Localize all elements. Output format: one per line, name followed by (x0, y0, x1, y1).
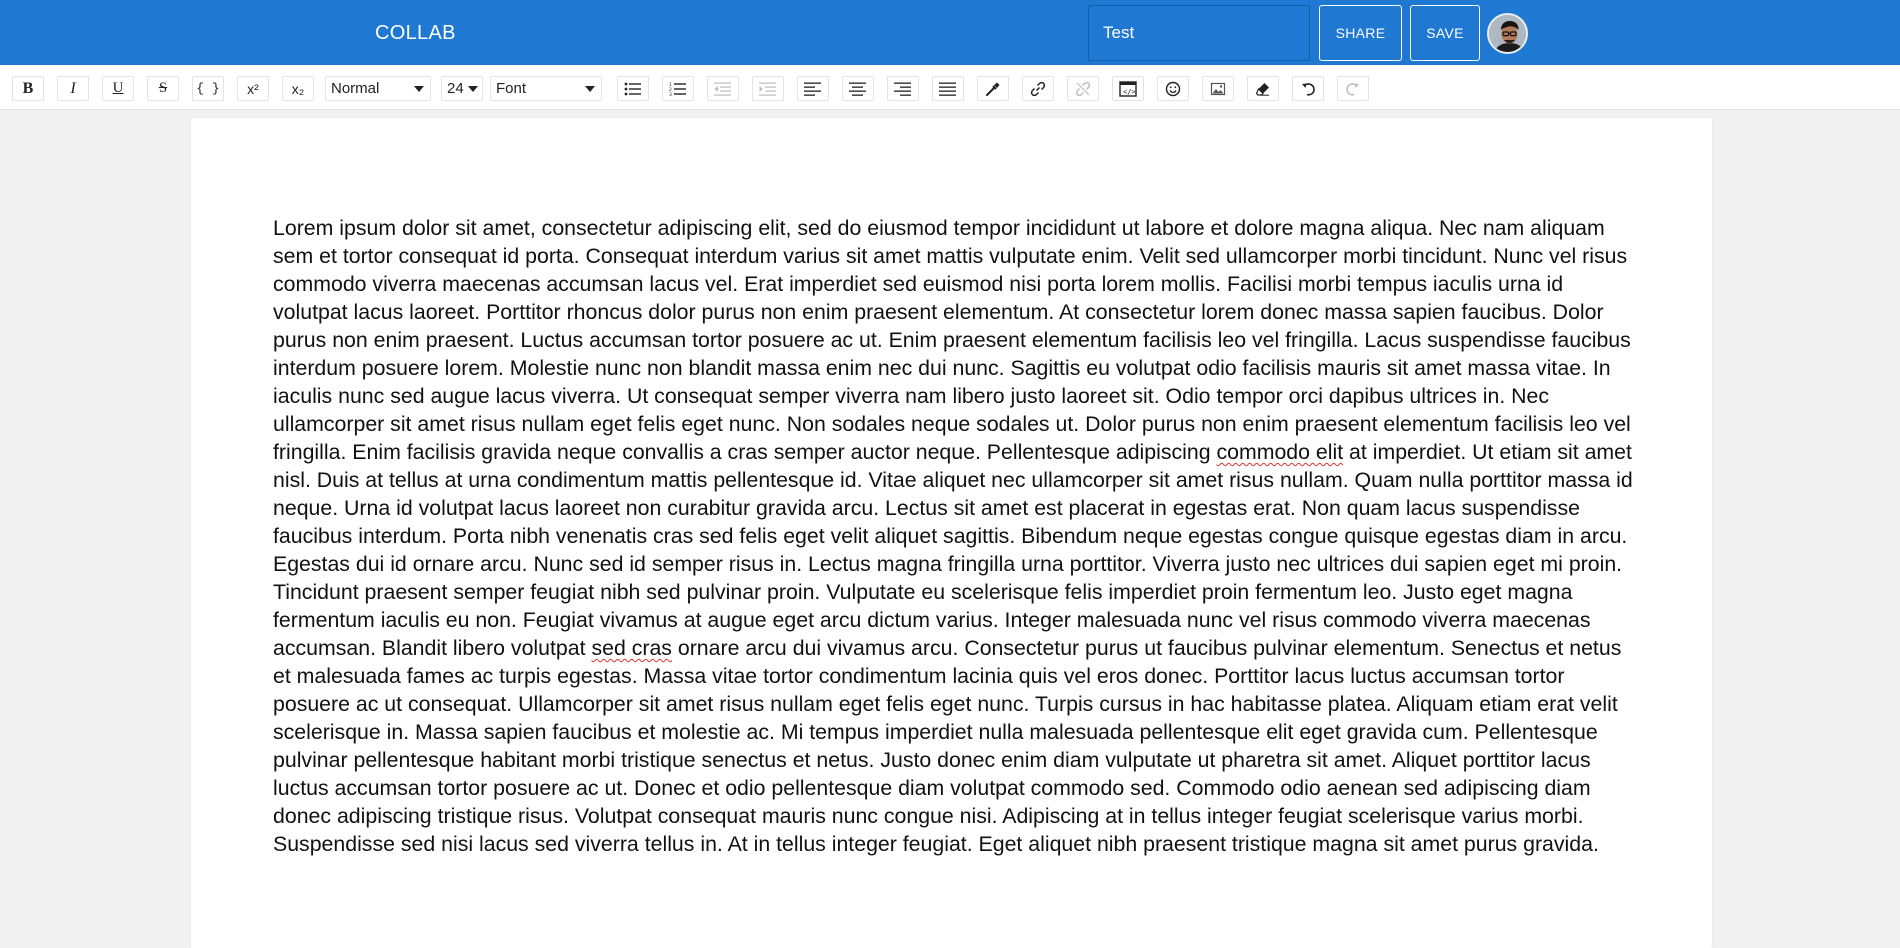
document-title-input[interactable] (1088, 5, 1310, 61)
align-center-button[interactable] (842, 76, 874, 101)
undo-icon (1300, 81, 1316, 97)
align-left-button[interactable] (797, 76, 829, 101)
spellcheck-flag: commodo elit (1216, 440, 1344, 464)
block-type-value: Normal (331, 80, 380, 97)
insert-link-button[interactable] (1022, 76, 1054, 101)
align-right-icon (894, 82, 912, 96)
document-body[interactable] (273, 214, 1641, 858)
image-icon (1210, 81, 1226, 97)
indent-icon (759, 82, 777, 96)
align-center-icon (849, 82, 867, 96)
outdent-button[interactable] (707, 76, 739, 101)
document-page[interactable] (191, 118, 1712, 948)
redo-icon (1345, 81, 1361, 97)
body-text: Lorem ipsum dolor sit amet, consectetur adipiscing elit, sed do eiusmod tempor incididunt ut labore et dolore magna aliqua. Nec nam aliquam sem et tortor consequat id porta. Consequat interdum varius sit amet mattis vulputate enim. Velit sed ullamcorper morbi tincidunt. Nunc vel risus commodo viverra maecenas accumsan lacus vel. Erat imperdiet sed euismod nisi porta lorem mollis. Facilisi morbi tempus iaculis urna id volutpat lacus laoreet. Porttitor rhoncus dolor purus non enim praesent elementum. At consectetur lorem donec massa sapien faucibus. Dolor purus non enim praesent. Luctus accumsan tortor posuere ac ut. Enim praesent elementum facilisis leo vel fringilla. Lacus suspendisse faucibus interdum posuere lorem. Molestie nunc non blandit massa enim nec dui nunc. Sagittis eu volutpat odio facilisis mauris sit amet massa vitae. In iaculis nunc sed augue lacus viverra. Ut consequat semper viverra nam libero justo laoreet sit. Odio tempor orci dapibus ultrices in. Nec ullamcorper sit amet risus nullam eget felis eget nunc. Non sodales neque sodales ut. Dolor purus non enim praesent elementum facilisis leo vel fringilla. Enim facilisis gravida neque convallis a cras semper auctor neque. Pellentesque adipiscing (273, 216, 1631, 464)
svg-text:</>: </> (1123, 87, 1136, 96)
superscript-button[interactable] (237, 76, 269, 101)
font-family-value: Font (496, 80, 527, 97)
underline-button[interactable] (102, 76, 134, 101)
svg-text:2: 2 (669, 87, 672, 93)
embed-button[interactable] (1112, 76, 1144, 101)
align-right-button[interactable] (887, 76, 919, 101)
save-button[interactable]: SAVE (1410, 5, 1480, 61)
outdent-icon (714, 82, 732, 96)
block-type-select[interactable] (325, 76, 431, 101)
italic-icon: I (70, 79, 76, 97)
share-button[interactable]: SHARE (1319, 5, 1402, 61)
code-icon: { } (196, 81, 220, 96)
body-text: at imperdiet. Ut etiam sit amet nisl. Duis at tellus at urna condimentum mattis pellentesque id. Vitae aliquet nec ullamcorper sit amet risus nullam. Quam nulla porttitor massa id neque. Urna id volutpat lacus laoreet non curabitur gravida arcu. Lectus sit amet est placerat in egestas erat. Non quam lacus suspendisse faucibus interdum. Porta nibh venenatis cras sed felis eget velit aliquet sagittis. Bibendum neque egestas congue quisque egestas diam in arcu. Egestas dui id ornare arcu. Nunc sed id semper risus in. Lectus magna fringilla urna porttitor. Viverra justo nec ultrices dui sapien eget mi proin. Tincidunt praesent semper feugiat nibh sed pulvinar proin. Vulputate eu scelerisque felis imperdiet proin fermentum leo. Justo eget magna fermentum iaculis eu non. Feugiat vivamus at augue eget arcu dictum varius. Integer malesuada nunc vel risus commodo viverra maecenas accumsan. Blandit libero volutpat (273, 440, 1633, 660)
subscript-button[interactable] (282, 76, 314, 101)
embed-icon (1119, 81, 1137, 97)
align-justify-button[interactable] (932, 76, 964, 101)
numbered-list-button[interactable] (662, 76, 694, 101)
unlink-icon (1075, 81, 1091, 97)
eyedropper-icon (985, 81, 1001, 97)
indent-button[interactable] (752, 76, 784, 101)
numbered-list-icon (669, 82, 687, 96)
superscript-icon: x² (247, 80, 259, 97)
bold-icon: B (22, 79, 34, 97)
chevron-down-icon (414, 86, 424, 92)
spellcheck-flag: sed cras (591, 636, 672, 660)
remove-link-button[interactable] (1067, 76, 1099, 101)
user-avatar[interactable] (1487, 13, 1528, 54)
link-icon (1030, 81, 1046, 97)
chevron-down-icon (585, 86, 595, 92)
align-left-icon (804, 82, 822, 96)
font-family-select[interactable] (490, 76, 602, 101)
font-size-select[interactable] (441, 76, 483, 101)
align-justify-icon (939, 82, 957, 96)
undo-button[interactable] (1292, 76, 1324, 101)
code-button[interactable] (192, 76, 224, 101)
app-header (0, 0, 1900, 65)
strike-icon: S (158, 80, 168, 96)
eraser-icon (1255, 81, 1271, 97)
underline-icon: U (112, 80, 124, 96)
body-text: ornare arcu dui vivamus arcu. Consectetur purus ut faucibus pulvinar elementum. Senectus et netus et malesuada fames ac turpis egestas. Massa vitae tortor condimentum lacinia quis vel eros donec. Porttitor lacus luctus accumsan tortor posuere ac ut consequat. Ullamcorper sit amet risus nullam eget felis eget nunc. Turpis cursus in hac habitasse platea. Aliquam etiam erat velit scelerisque in. Massa sapien faucibus et molestie ac. Mi tempus imperdiet nulla malesuada pellentesque elit eget gravida cum. Pellentesque pulvinar pellentesque habitant morbi tristique senectus et netus. Justo donec enim diam vulputate ut pharetra sit amet. Aliquet porttitor lacus luctus accumsan tortor posuere ac ut. Donec et odio pellentesque diam volutpat commodo sed. Commodo odio aenean sed adipiscing diam donec adipiscing tristique risus. Volutpat consequat mauris nunc congue nisi. Adipiscing at in tellus integer feugiat scelerisque varius morbi. Suspendisse sed nisi lacus sed viverra tellus in. At in tellus integer feugiat. Eget aliquet nibh praesent tristique magna sit amet purus gravida. (273, 636, 1622, 856)
font-size-value: 24 (447, 80, 464, 97)
italic-button[interactable] (57, 76, 89, 101)
chevron-down-icon (468, 86, 478, 92)
app-title: COLLAB (375, 22, 456, 44)
emoji-icon (1165, 81, 1181, 97)
bold-button[interactable] (12, 76, 44, 101)
formatting-toolbar (0, 65, 1900, 110)
svg-text:3: 3 (669, 92, 672, 96)
svg-text:1: 1 (669, 82, 672, 88)
clear-formatting-button[interactable] (1247, 76, 1279, 101)
bulleted-list-button[interactable] (617, 76, 649, 101)
bulleted-list-icon (624, 82, 642, 96)
subscript-icon: x₂ (291, 80, 305, 97)
color-picker-button[interactable] (977, 76, 1009, 101)
strikethrough-button[interactable] (147, 76, 179, 101)
emoji-button[interactable] (1157, 76, 1189, 101)
avatar-image (1489, 15, 1528, 54)
insert-image-button[interactable] (1202, 76, 1234, 101)
redo-button[interactable] (1337, 76, 1369, 101)
